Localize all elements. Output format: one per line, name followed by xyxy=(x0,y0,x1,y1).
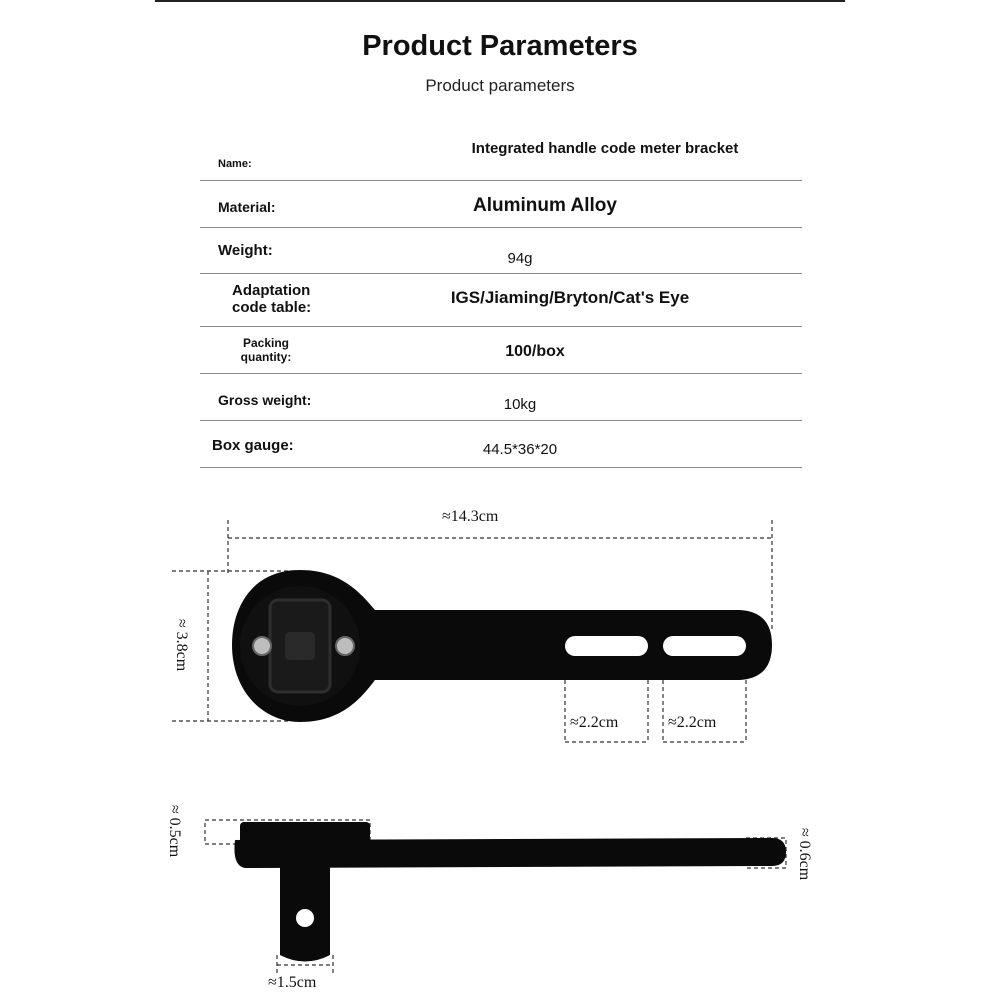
dim-thickness-head: ≈ 0.5cm xyxy=(166,804,184,858)
bracket-top-view xyxy=(232,570,772,722)
dim-thickness-arm: ≈ 0.6cm xyxy=(796,827,814,881)
clamp-hole xyxy=(296,909,314,927)
dim-length: ≈14.3cm xyxy=(442,508,499,525)
slot-2 xyxy=(663,636,746,656)
param-value: 44.5*36*20 xyxy=(482,441,558,458)
param-value: 10kg xyxy=(503,396,537,413)
param-label: Name: xyxy=(218,158,252,170)
slot-1 xyxy=(565,636,648,656)
dim-slot-1: ≈2.2cm xyxy=(570,714,619,731)
param-value: 94g xyxy=(507,250,533,267)
arm-side xyxy=(234,838,786,868)
dim-mount-width: ≈1.5cm xyxy=(268,974,317,991)
dim-height: ≈ 3.8cm xyxy=(173,618,191,672)
param-label: Material: xyxy=(218,199,276,215)
param-value: 100/box xyxy=(505,343,565,360)
page-title: Product Parameters xyxy=(362,30,638,62)
param-label: Packing quantity: xyxy=(240,336,292,364)
bolt-left-icon xyxy=(253,637,271,655)
mount-center xyxy=(285,632,315,660)
bracket-side-view xyxy=(234,822,786,962)
bolt-right-icon xyxy=(336,637,354,655)
param-label: Adaptation code table: xyxy=(232,282,312,317)
param-value: IGS/Jiaming/Bryton/Cat's Eye xyxy=(450,288,690,307)
page-subtitle: Product parameters xyxy=(425,76,575,95)
dim-slot-2: ≈2.2cm xyxy=(668,714,717,731)
param-value: Integrated handle code meter bracket xyxy=(471,140,739,157)
param-value: Aluminum Alloy xyxy=(473,195,617,216)
param-label: Box gauge: xyxy=(212,437,294,454)
param-label: Weight: xyxy=(218,242,273,259)
param-label: Gross weight: xyxy=(218,392,312,408)
